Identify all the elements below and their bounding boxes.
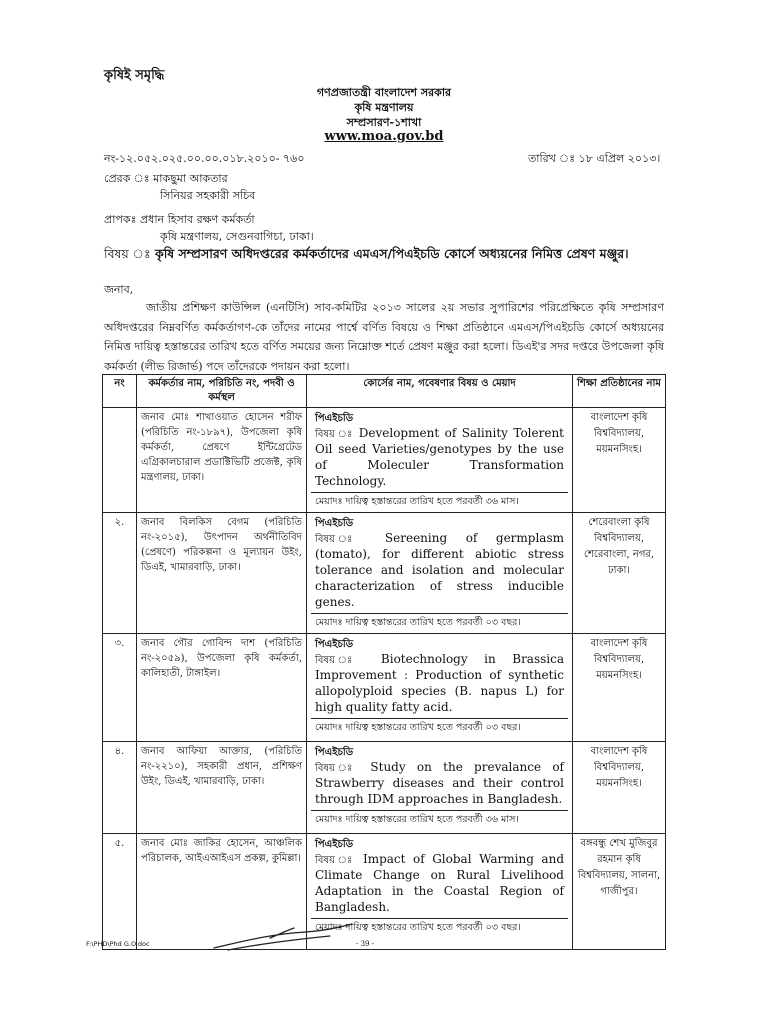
course-duration: মেয়াদঃ দায়িত্ব হস্তান্তরের তারিখ হতে পরবর্তী ০৩ বছর। — [311, 918, 568, 936]
topic-text: Sereening of germplasm (tomato), for different abiotic stress tolerance and isolation and molecular characterization of stress inducible genes. — [315, 531, 564, 609]
recipient-line1: প্রধান হিসাব রক্ষণ কর্মকর্তা — [139, 213, 255, 226]
row-no: ৩. — [103, 634, 137, 742]
table-row — [103, 742, 666, 834]
col-header-no: নং — [103, 375, 137, 408]
topic-label: বিষয় ঃ — [315, 534, 368, 545]
topic-label: বিষয় ঃ — [315, 429, 354, 440]
institution-cell: শেরেবাংলা কৃষি বিশ্ববিদ্যালয়, শেরেবাংলা, নগর, ঢাকা। — [573, 513, 666, 634]
salutation: জনাব, — [104, 283, 134, 296]
course-cell — [307, 634, 573, 742]
topic-label: বিষয় ঃ — [315, 855, 357, 866]
officer-cell: জনাব মোঃ জাকির হোসেন, আঞ্চলিক পরিচালক, আইএআইএস প্রকল্প, কুমিল্লা। — [137, 834, 307, 950]
ministry-name: কৃষি মন্ত্রণালয় — [354, 101, 414, 114]
table-row — [103, 634, 666, 742]
institution-cell: বাংলাদেশ কৃষি বিশ্ববিদ্যালয়, ময়মনসিংহ। — [573, 408, 666, 513]
course-duration: মেয়াদঃ দায়িত্ব হস্তান্তরের তারিখ হতে পরবর্তী ৩৬ মাস। — [311, 492, 568, 510]
course-type: পিএইচডি — [315, 518, 354, 529]
table-row — [103, 408, 666, 513]
topic-text: Biotechnology in Brassica Improvement : Production of synthetic allopolyploid species (B. napus L) for high quality fatty acid. — [315, 652, 564, 714]
recipient-line2: কৃষি মন্ত্রণালয়, সেগুনবাগিচা, ঢাকা। — [160, 230, 314, 243]
officer-cell: জনাব গৌর গোবিন্দ দাশ (পরিচিতি নং-২০৫৯), উপজেলা কৃষি কর্মকর্তা, কালিহাতী, টাঙ্গাইল। — [137, 634, 307, 742]
institution-cell: বাংলাদেশ কৃষি বিশ্ববিদ্যালয়, ময়মনসিংহ। — [573, 634, 666, 742]
course-cell — [307, 408, 573, 513]
topic-text: Development of Salinity Tolerent Oil seed Varieties/genotypes by the use of Moleculer Transformation Technology. — [315, 426, 565, 488]
motto: কৃষিই সমৃদ্ধি — [104, 68, 165, 83]
officer-cell: জনাব আফিয়া আক্তার, (পরিচিতি নং-২২১০), সহকারী প্রধান, প্রশিক্ষণ উইং, ডিএই, খামারবাড়ি, ঢাকা। — [137, 742, 307, 834]
course-duration: মেয়াদঃ দায়িত্ব হস্তান্তরের তারিখ হতে পরবর্তী ০৩ বছর। — [311, 718, 568, 736]
officer-cell: জনাব মোঃ শাখাওয়াত হোসেন শরীফ (পরিচিতি নং-১৮৯৭), উপজেলা কৃষি কর্মকর্তা, প্রেষণে ইন্টিগ্রেটেড এগ্রিকালচারাল প্রডাক্টিভিটি প্রজেক্ট, কৃষি মন্ত্রণালয়, ঢাকা। — [137, 408, 307, 513]
course-cell — [307, 513, 573, 634]
row-no — [103, 408, 137, 513]
signature-mark — [210, 920, 360, 956]
course-cell — [307, 742, 573, 834]
body-paragraph: জাতীয় প্রশিক্ষণ কাউন্সিল (এনটিসি) সাব-কমিটির ২০১৩ সালের ২য় সভার সুপারিশের পরিপ্রেক্ষিতে কৃষি সম্প্রসারণ অধিদপ্তরের নিম্নবর্ণিত কর্মকর্তাগণ-কে তাঁদের নামের পার্শ্বে বর্ণিত বিষয়ে ও শিক্ষা প্রতিষ্ঠানে এমএস/পিএইচডি কোর্সে অধ্যয়নের নিমিত্ত দায়িত্ব হস্তান্তরের তারিখ হতে বর্ণিত সময়ের জন্য নিম্নোক্ত শর্তে প্রেষণ মঞ্জুর করা হলো। ডিএই'র সদর দপ্তরে উপজেলা কৃষি কর্মকর্তা (লীভ রিজার্ভ) পদে তাঁদেরকে পদায়ন করা হলো। — [104, 301, 664, 373]
section-name: সম্প্রসারণ-১শাখা — [346, 116, 422, 129]
course-topic — [311, 652, 568, 718]
row-no: ২. — [103, 513, 137, 634]
course-type: পিএইচডি — [315, 639, 354, 650]
footer-page-number: - 39 - — [356, 940, 375, 948]
subject-label: বিষয় ঃ — [104, 246, 151, 261]
col-header-institution: শিক্ষা প্রতিষ্ঠানের নাম — [573, 375, 666, 408]
topic-text: Impact of Global Warming and Climate Change on Rural Livelihood Adaptation in the Coastal Region of Bangladesh. — [315, 852, 564, 914]
sender-label: প্রেরক ঃ — [104, 172, 150, 185]
govt-name: গণপ্রজাতন্ত্রী বাংলাদেশ সরকার — [316, 86, 452, 99]
course-topic — [311, 426, 568, 492]
topic-label: বিষয় ঃ — [315, 763, 360, 774]
col-header-course: কোর্সের নাম, গবেষণার বিষয় ও মেয়াদ — [307, 375, 573, 408]
subject-text: কৃষি সম্প্রসারণ অধিদপ্তরের কর্মকর্তাদের এমএস/পিএইচডি কোর্সে অধ্যয়নের নিমিত্ত প্রেষণ মঞ্জুর। — [154, 246, 629, 261]
table-row — [103, 513, 666, 634]
sender-name: মাকছুমা আকতার — [153, 172, 228, 185]
topic-label: বিষয় ঃ — [315, 655, 366, 666]
table-row — [103, 834, 666, 950]
footer-file-path: F:\PHD\Phd G.O.doc — [86, 940, 150, 948]
course-topic — [311, 531, 568, 613]
memo-date: তারিখ ঃ ১৮ এপ্রিল ২০১৩। — [528, 152, 661, 165]
course-topic — [311, 852, 568, 918]
col-header-officer: কর্মকর্তার নাম, পরিচিতি নং, পদবী ও কর্মস্থল — [137, 375, 307, 408]
recipient-label: প্রাপকঃ — [104, 213, 137, 226]
subject-line — [104, 246, 664, 266]
row-no: ৪. — [103, 742, 137, 834]
course-type: পিএইচডি — [315, 747, 354, 758]
officer-cell: জনাব বিলকিস বেগম (পরিচিতি নং-২০১৫), উৎপাদন অর্থনীতিবিদ (প্রেষণে) পরিকল্পনা ও মূল্যায়ন উইং, ডিএই, খামারবাড়ি, ঢাকা। — [137, 513, 307, 634]
website-link[interactable]: www.moa.gov.bd — [324, 129, 444, 144]
course-type: পিএইচডি — [315, 413, 354, 424]
course-duration: মেয়াদঃ দায়িত্ব হস্তান্তরের তারিখ হতে পরবর্তী ০৩ বছর। — [311, 613, 568, 631]
row-no: ৫. — [103, 834, 137, 950]
sender-designation: সিনিয়র সহকারী সচিব — [160, 189, 256, 202]
institution-cell: বঙ্গবন্ধু শেখ মুজিবুর রহমান কৃষি বিশ্ববিদ্যালয়, সালনা, গাজীপুর। — [573, 834, 666, 950]
table-header-row — [103, 375, 666, 408]
memo-number: নং-১২.০৫২.০২৫.০০.০০.০১৮.২০১০- ৭৬০ — [104, 152, 305, 165]
course-duration: মেয়াদঃ দায়িত্ব হস্তান্তরের তারিখ হতে পরবর্তী ৩৬ মাস। — [311, 810, 568, 828]
institution-cell: বাংলাদেশ কৃষি বিশ্ববিদ্যালয়, ময়মনসিংহ। — [573, 742, 666, 834]
posting-table — [102, 374, 666, 950]
course-topic — [311, 760, 568, 810]
course-type: পিএইচডি — [315, 839, 354, 850]
topic-text: Study on the prevalance of Strawberry diseases and their control through IDM approaches in Bangladesh. — [315, 760, 564, 806]
